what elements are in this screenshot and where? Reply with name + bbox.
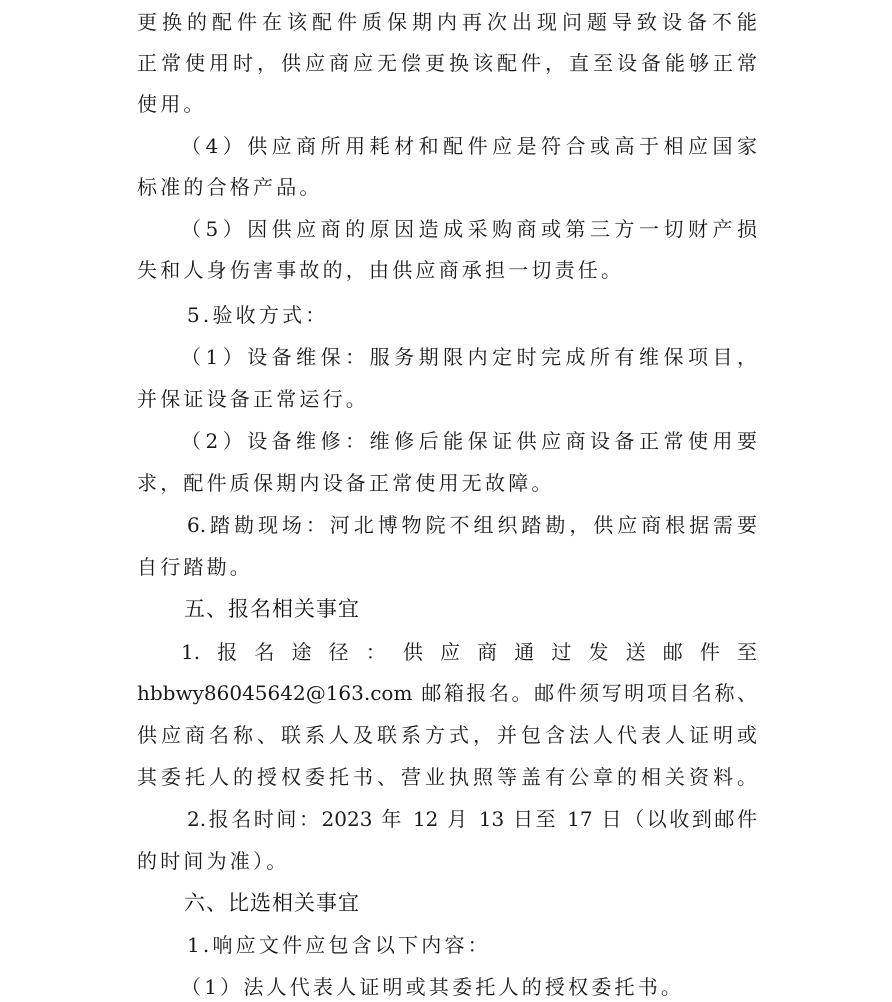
spread-char: 过 xyxy=(551,640,572,664)
paragraph-line: 更换的配件在该配件质保期内再次出现问题导致设备不能 xyxy=(137,10,757,34)
paragraph-line: hbbwy86045642@163.com 邮箱报名。邮件须写明项目名称、 xyxy=(137,681,757,705)
paragraph-line: 1.响应文件应包含以下内容： xyxy=(187,933,491,957)
spread-char: ： xyxy=(365,640,386,664)
spread-char: 发 xyxy=(588,640,609,664)
paragraph-line: 2.报名时间：2023 年 12 月 13 日至 17 日（以收到邮件 xyxy=(187,807,757,831)
section-heading: 五、报名相关事宜 xyxy=(184,597,360,621)
spread-char: 送 xyxy=(625,640,646,664)
paragraph-line: （2）设备维修：维修后能保证供应商设备正常使用要 xyxy=(181,429,757,453)
spread-char: 至 xyxy=(736,640,757,664)
paragraph-line: 标准的合格产品。 xyxy=(137,175,323,199)
paragraph-line: （1）法人代表人证明或其委托人的授权委托书。 xyxy=(181,975,685,999)
paragraph-line: 并保证设备正常运行。 xyxy=(137,387,369,411)
paragraph-line: 失和人身伤害事故的，由供应商承担一切责任。 xyxy=(137,258,625,282)
section-heading: 六、比选相关事宜 xyxy=(184,891,360,915)
paragraph-line: 供应商名称、联系人及联系方式，并包含法人代表人证明或 xyxy=(137,723,757,747)
spread-char: 径 xyxy=(328,640,349,664)
paragraph-line: 正常使用时，供应商应无偿更换该配件，直至设备能够正常 xyxy=(137,51,757,75)
paragraph-line: （1）设备维保：服务期限内定时完成所有维保项目， xyxy=(181,345,757,369)
paragraph-line: 自行踏勘。 xyxy=(137,555,253,579)
paragraph-line: （5）因供应商的原因造成采购商或第三方一切财产损 xyxy=(181,217,757,241)
spread-char: 件 xyxy=(699,640,720,664)
spread-char: 名 xyxy=(254,640,275,664)
spread-char: 通 xyxy=(514,640,535,664)
spread-char: 应 xyxy=(439,640,460,664)
spread-char: 报 xyxy=(217,640,238,664)
paragraph-line: （4）供应商所用耗材和配件应是符合或高于相应国家 xyxy=(181,134,757,158)
paragraph-line: 6.踏勘现场：河北博物院不组织踏勘，供应商根据需要 xyxy=(187,513,757,537)
spread-char: 邮 xyxy=(662,640,683,664)
spread-char: 供 xyxy=(402,640,423,664)
paragraph-line: 其委托人的授权委托书、营业执照等盖有公章的相关资料。 xyxy=(137,765,757,789)
spread-line xyxy=(181,640,757,664)
spread-char: 1. xyxy=(181,640,201,664)
spread-char: 商 xyxy=(477,640,498,664)
spread-char: 途 xyxy=(291,640,312,664)
paragraph-line: 的时间为准）。 xyxy=(137,849,290,873)
paragraph-line: 求，配件质保期内设备正常使用无故障。 xyxy=(137,471,555,495)
paragraph-line: 使用。 xyxy=(137,92,207,116)
paragraph-line: 5.验收方式： xyxy=(187,303,329,327)
